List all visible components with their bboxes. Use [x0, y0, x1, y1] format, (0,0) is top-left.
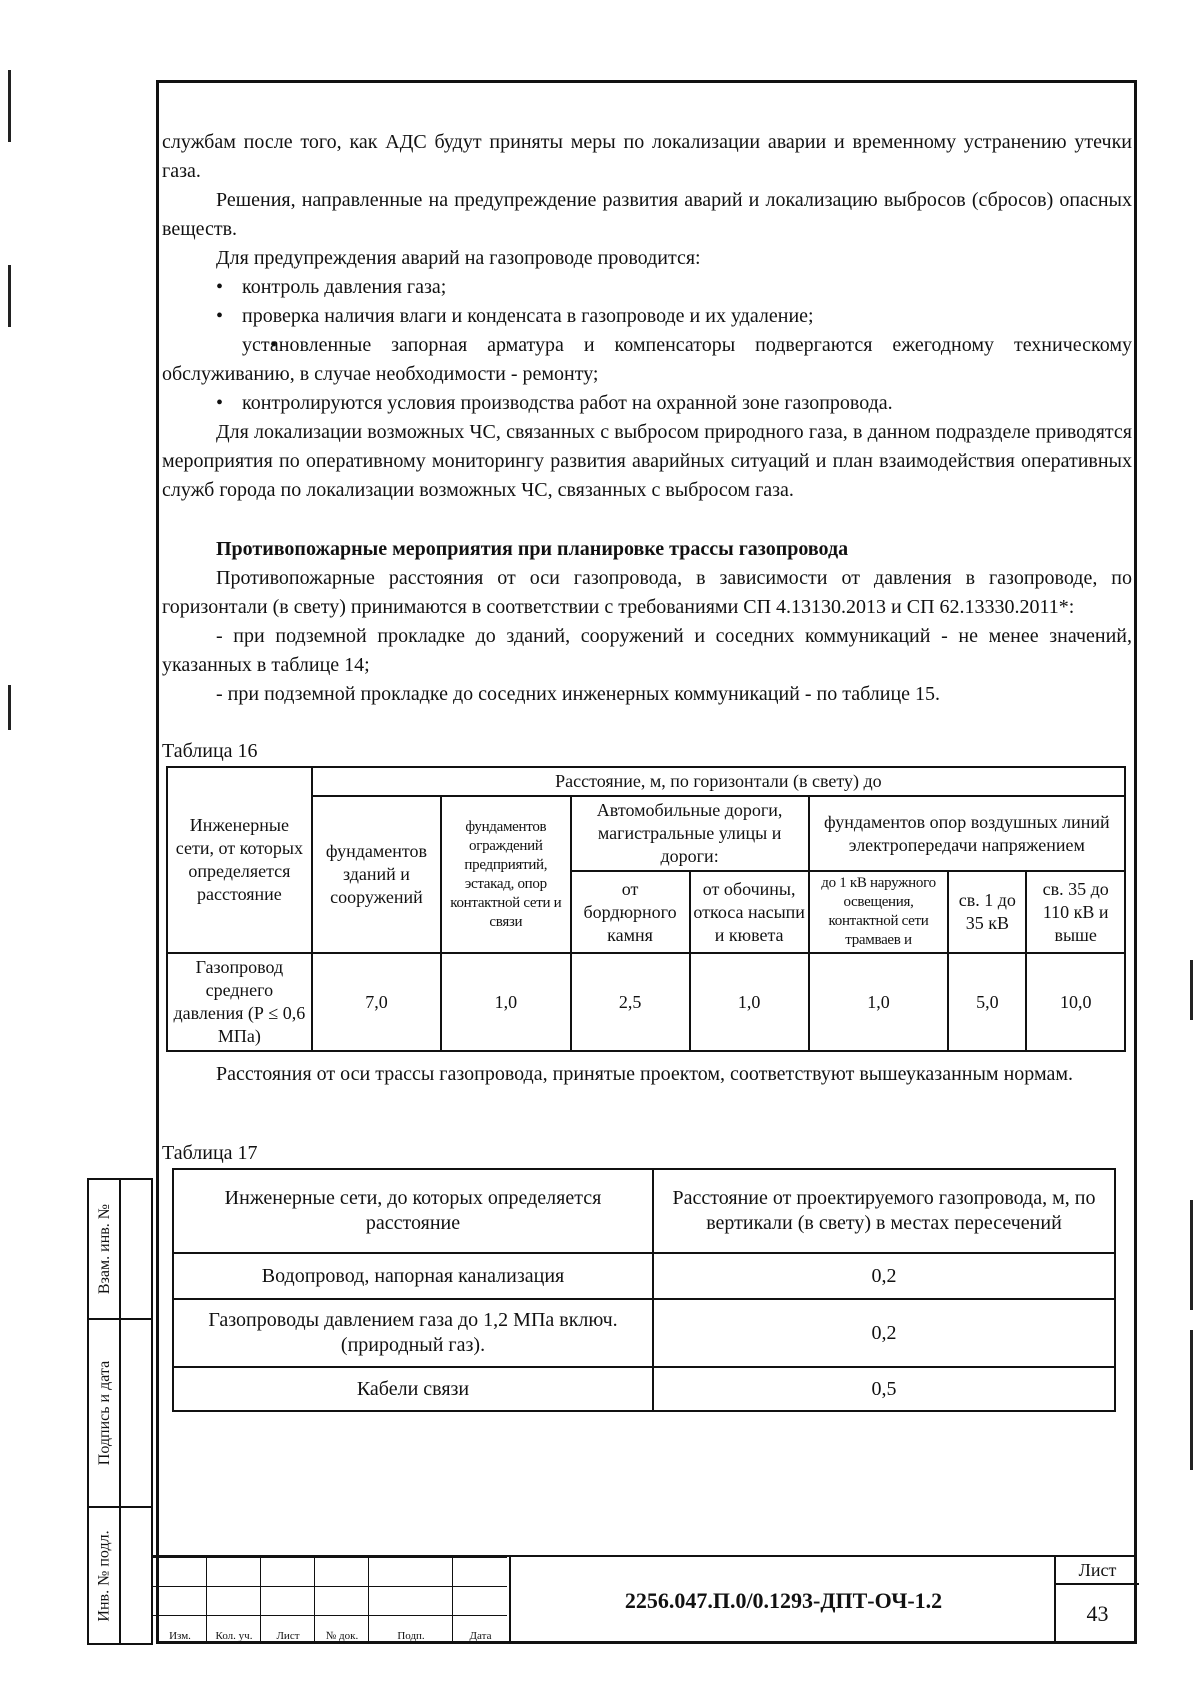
scan-mark — [1190, 960, 1193, 1020]
table-row-name: Кабели связи — [173, 1367, 653, 1411]
table-header-110kv: св. 35 до 110 кВ и выше — [1026, 871, 1125, 953]
table-header-shoulder: от обочины, откоса насыпи и кювета — [690, 871, 809, 953]
scan-mark — [1190, 1200, 1193, 1310]
paragraph: Решения, направленные на предупреждение развития аварий и локализацию выбросов (сбросов) опасных веществ. — [162, 189, 1132, 240]
title-col-header: Подп. — [397, 1630, 425, 1642]
table-header-35kv: св. 1 до 35 кВ — [948, 871, 1026, 953]
bullet-item: • проверка наличия влаги и конденсата в газопроводе и их удаление; — [162, 302, 1132, 331]
table-cell: 1,0 — [441, 953, 570, 1051]
table-header-network: Инженерные сети, от которых определяется расстояние — [167, 767, 312, 953]
table-row-value: 0,5 — [653, 1367, 1115, 1411]
table-cell: 7,0 — [312, 953, 441, 1051]
table-header-buildings: фундаментов зданий и сооружений — [312, 796, 441, 953]
distance-table-16 — [166, 766, 1126, 1052]
section-heading: Противопожарные мероприятия при планировке трассы газопровода — [216, 538, 849, 560]
table-row-name: Газопроводы давлением газа до 1,2 МПа включ. (природный газ). — [173, 1299, 653, 1367]
table-caption: Таблица 17 — [162, 1142, 258, 1164]
table-row-label: Газопровод среднего давления (Р ≤ 0,6 МПа) — [167, 953, 312, 1051]
sheet-number: 43 — [1086, 1601, 1109, 1626]
table-cell: 10,0 — [1026, 953, 1125, 1051]
table-cell: 1,0 — [809, 953, 949, 1051]
table-cell: 2,5 — [571, 953, 690, 1051]
paragraph: Для предупреждения аварий на газопроводе проводится: — [216, 247, 701, 269]
sheet-box — [1054, 1557, 1139, 1644]
bullet-item: • контроль давления газа; — [162, 273, 1132, 302]
table-row-value: 0,2 — [653, 1253, 1115, 1299]
table-group-power: фундаментов опор воздушных линий электропередачи напряжением — [809, 796, 1125, 871]
distance-table-17 — [172, 1168, 1116, 1412]
page-content — [162, 128, 1132, 1412]
table-cell: 5,0 — [948, 953, 1026, 1051]
title-col-header: Кол. уч. — [215, 1630, 253, 1642]
stamp-label: Инв. № подл. — [96, 1529, 114, 1622]
paragraph: Расстояния от оси трассы газопровода, принятые проектом, соответствуют вышеуказанным нормам. — [216, 1063, 1074, 1085]
paragraph: - при подземной прокладке до соседних инженерных коммуникаций - по таблице 15. — [216, 683, 941, 705]
stamp-label: Взам. инв. № — [96, 1203, 114, 1295]
revision-grid — [152, 1557, 507, 1644]
title-col-header: Изм. — [169, 1630, 191, 1642]
table-header-right: Расстояние от проектируемого газопровода, м, по вертикали (в свету) в местах пересечений — [653, 1169, 1115, 1253]
bullet-item: • контролируются условия производства работ на охранной зоне газопровода. — [162, 389, 1132, 418]
bullet-item: • установленные запорная арматура и компенсаторы подвергаются ежегодному техническому обслуживанию, в случае необходимости - ремонту; — [162, 331, 1132, 389]
paragraph: Противопожарные расстояния от оси газопровода, в зависимости от давления в газопроводе, по горизонтали (в свету) принимаются в соответствии с требованиями СП 4.13130.2013 и СП 62.13330.2011*: — [162, 567, 1132, 618]
paragraph: Для локализации возможных ЧС, связанных с выбросом природного газа, в данном подразделе приводятся мероприятия по оперативному мониторингу развития аварийных ситуаций и план взаимодействия оперативных служб города по локализации возможных ЧС, связанных с выбросом газа. — [162, 421, 1132, 501]
document-number: 2256.047.П.0/0.1293-ДПТ-ОЧ-1.2 — [509, 1557, 1056, 1644]
stamp-inv-replace — [87, 1178, 153, 1320]
scan-mark — [8, 685, 11, 730]
table-group-header: Расстояние, м, по горизонтали (в свету) до — [312, 767, 1125, 796]
table-header-curb: от бордюрного камня — [571, 871, 690, 953]
scan-mark — [8, 70, 11, 142]
stamp-signature-date — [87, 1318, 153, 1508]
title-col-header: № док. — [325, 1630, 359, 1642]
table-header-left: Инженерные сети, до которых определяется расстояние — [173, 1169, 653, 1253]
paragraph: - при подземной прокладке до зданий, сооружений и соседних коммуникаций - не менее значений, указанных в таблице 14; — [162, 625, 1132, 676]
sheet-label: Лист — [1056, 1557, 1139, 1585]
title-col-header: Дата — [469, 1630, 492, 1642]
stamp-inv-original — [87, 1506, 153, 1645]
scan-mark — [1190, 1330, 1193, 1470]
table-caption: Таблица 16 — [162, 740, 258, 762]
stamp-label: Подпись и дата — [96, 1360, 113, 1466]
paragraph: службам после того, как АДС будут приняты меры по локализации аварии и временному устранению утечки газа. — [162, 131, 1132, 182]
table-header-1kv: до 1 кВ наружного освещения, контактной сети трамваев и — [809, 871, 949, 953]
table-cell: 1,0 — [690, 953, 809, 1051]
table-header-fences: фундаментов ограждений предприятий, эстакад, опор контактной сети и связи — [441, 796, 570, 953]
title-block — [152, 1557, 1137, 1644]
title-col-header: Лист — [276, 1630, 300, 1642]
table-group-roads: Автомобильные дороги, магистральные улицы и дороги: — [571, 796, 809, 871]
scan-mark — [8, 265, 11, 327]
table-row-value: 0,2 — [653, 1299, 1115, 1367]
table-row-name: Водопровод, напорная канализация — [173, 1253, 653, 1299]
